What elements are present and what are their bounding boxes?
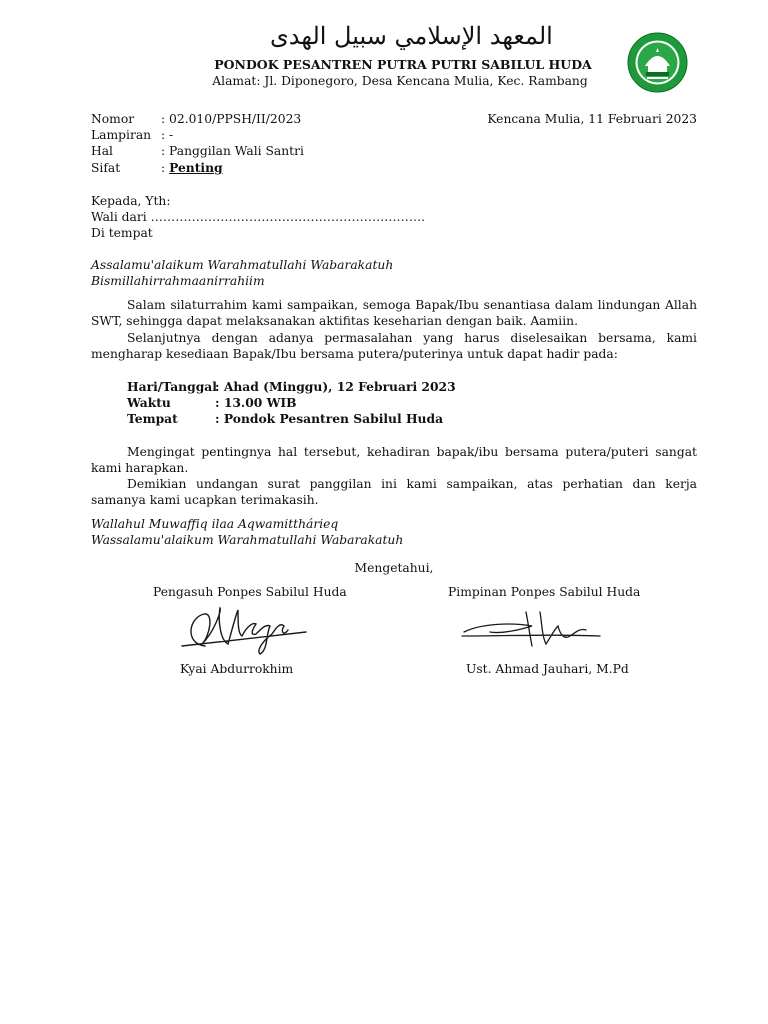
- left-signatory-title: Pengasuh Ponpes Sabilul Huda: [153, 585, 347, 599]
- event-place-value: : Pondok Pesantren Sabilul Huda: [215, 411, 444, 426]
- closing-line-2: Wassalamu'alaikum Warahmatullahi Wabarakatuh: [91, 533, 404, 547]
- salam-opening: Assalamu'alaikum Warahmatullahi Wabarakatuh: [91, 258, 394, 272]
- logo-emblem-icon: [627, 32, 688, 93]
- institution-address: Alamat: Jl. Diponegoro, Desa Kencana Mulia, Kec. Rambang: [212, 74, 588, 88]
- hal-label: Hal: [91, 144, 113, 158]
- basmalah: Bismillahirrahmaanirrahiim: [91, 274, 265, 288]
- right-signatory-name: Ust. Ahmad Jauhari, M.Pd: [466, 662, 629, 676]
- event-time-label: Waktu: [127, 395, 171, 410]
- left-signatory-name: Kyai Abdurrokhim: [180, 662, 294, 676]
- recipient-line-3: Di tempat: [91, 226, 153, 240]
- sifat-field: [161, 160, 223, 176]
- recipient-line-1: Kepada, Yth:: [91, 194, 171, 208]
- nomor-label: Nomor: [91, 112, 135, 126]
- closing-line-1: Wallahul Muwaffiq ilaa Aqwamitthárieq: [91, 517, 339, 531]
- handwritten-signature-left-icon: [180, 600, 310, 658]
- arabic-title: المعهد الإسلامي سبيل الهدى: [270, 22, 553, 50]
- lampiran-value: : -: [161, 128, 174, 142]
- body-paragraph-2: Selanjutnya dengan adanya permasalahan yang harus diselesaikan bersama, kami mengharap kesediaan Bapak/Ibu bersama putera/puterinya untuk dapat hadir pada:: [91, 331, 697, 361]
- event-place-label: Tempat: [127, 411, 178, 426]
- right-signatory-title: Pimpinan Ponpes Sabilul Huda: [448, 585, 641, 599]
- left-signature: [180, 600, 310, 658]
- handwritten-signature-right-icon: [460, 606, 610, 654]
- body-paragraph-1: Salam silaturrahim kami sampaikan, semoga Bapak/Ibu senantiasa dalam lindungan Allah SWT, sehingga dapat melaksanakan aktifitas keseharian dengan baik. Aamiin.: [91, 298, 697, 328]
- event-time-value: : 13.00 WIB: [215, 395, 297, 410]
- sifat-label: Sifat: [91, 161, 121, 175]
- sifat-colon: :: [161, 161, 170, 175]
- lampiran-label: Lampiran: [91, 128, 152, 142]
- acknowledged-label: Mengetahui,: [354, 561, 434, 575]
- institution-name: PONDOK PESANTREN PUTRA PUTRI SABILUL HUDA: [214, 57, 592, 72]
- arabic-letterhead: [270, 22, 553, 50]
- hal-value: : Panggilan Wali Santri: [161, 144, 304, 158]
- event-day-label: Hari/Tanggal: [127, 379, 217, 394]
- letter-date: Kencana Mulia, 11 Februari 2023: [487, 112, 697, 126]
- event-day-value: : Ahad (Minggu), 12 Februari 2023: [215, 379, 456, 394]
- body-paragraph-3: Mengingat pentingnya hal tersebut, kehadiran bapak/ibu bersama putera/puteri sangat kami harapkan.: [91, 445, 697, 475]
- pesantren-logo: [627, 32, 688, 93]
- body-paragraph-4: Demikian undangan surat panggilan ini kami sampaikan, atas perhatian dan kerja samanya kami ucapkan terimakasih.: [91, 477, 697, 507]
- right-signature: [460, 606, 610, 654]
- sifat-value: Penting: [169, 160, 223, 175]
- recipient-line-2: Wali dari ………………………………………………………….: [91, 210, 426, 224]
- nomor-value: : 02.010/PPSH/II/2023: [161, 112, 302, 126]
